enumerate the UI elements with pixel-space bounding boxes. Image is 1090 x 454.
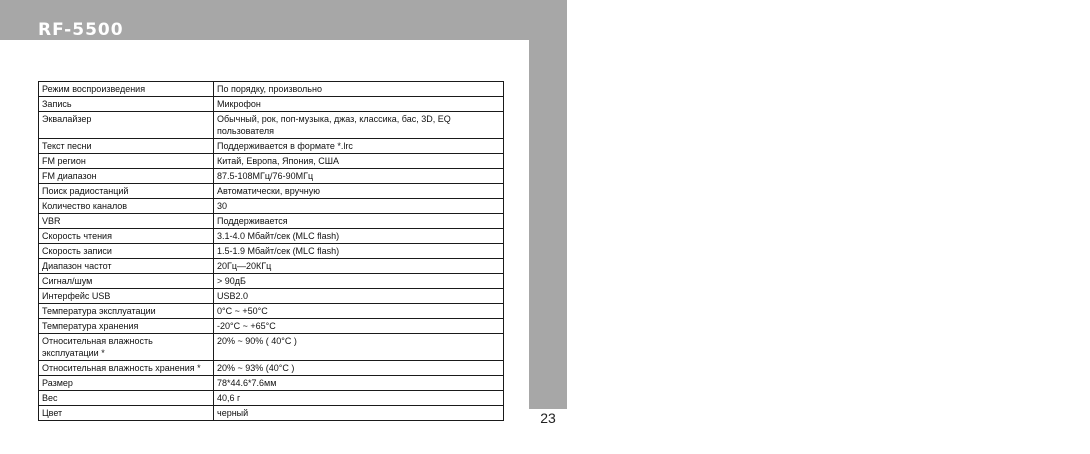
spec-value: 20% ~ 93% (40°С ) <box>214 361 504 376</box>
spec-value: Обычный, рок, поп-музыка, джаз, классика, бас, 3D, EQ пользователя <box>214 112 504 139</box>
table-row <box>39 139 504 154</box>
table-row <box>39 334 504 361</box>
spec-value: 87.5-108МГц/76-90МГц <box>214 169 504 184</box>
table-row <box>39 199 504 214</box>
table-row <box>39 82 504 97</box>
spec-label: FM регион <box>39 154 214 169</box>
spec-value: 3.1-4.0 Мбайт/сек (MLC flash) <box>214 229 504 244</box>
spec-label: Скорость чтения <box>39 229 214 244</box>
spec-label: Температура хранения <box>39 319 214 334</box>
spec-label: Размер <box>39 376 214 391</box>
spec-value: Автоматически, вручную <box>214 184 504 199</box>
spec-label: Сигнал/шум <box>39 274 214 289</box>
table-row <box>39 229 504 244</box>
spec-label: Относительная влажность хранения * <box>39 361 214 376</box>
table-row <box>39 154 504 169</box>
spec-label: FM диапазон <box>39 169 214 184</box>
header-bar <box>0 0 567 40</box>
table-row <box>39 112 504 139</box>
spec-value: По порядку, произвольно <box>214 82 504 97</box>
table-row <box>39 274 504 289</box>
table-row <box>39 361 504 376</box>
spec-value: 20Гц—20КГц <box>214 259 504 274</box>
table-row <box>39 169 504 184</box>
spec-label: Эквалайзер <box>39 112 214 139</box>
spec-label: Запись <box>39 97 214 112</box>
spec-label: Количество каналов <box>39 199 214 214</box>
spec-value: 20% ~ 90% ( 40°С ) <box>214 334 504 361</box>
spec-label: Диапазон частот <box>39 259 214 274</box>
spec-label: Скорость записи <box>39 244 214 259</box>
spec-label: Интерфейс USB <box>39 289 214 304</box>
spec-label: VBR <box>39 214 214 229</box>
spec-value: USB2.0 <box>214 289 504 304</box>
brand-logo: Ritmix <box>1064 224 1090 304</box>
spec-value: Микрофон <box>214 97 504 112</box>
table-row <box>39 244 504 259</box>
side-bar <box>529 40 1090 409</box>
spec-value: 0°С ~ +50°С <box>214 304 504 319</box>
spec-value: 1.5-1.9 Мбайт/сек (MLC flash) <box>214 244 504 259</box>
table-row <box>39 406 504 421</box>
table-row <box>39 184 504 199</box>
spec-label: Поиск радиостанций <box>39 184 214 199</box>
spec-value: 40,6 г <box>214 391 504 406</box>
spec-value: 30 <box>214 199 504 214</box>
spec-label: Вес <box>39 391 214 406</box>
table-row <box>39 289 504 304</box>
spec-value: -20°С ~ +65°С <box>214 319 504 334</box>
spec-value: Поддерживается <box>214 214 504 229</box>
spec-label: Температура эксплуатации <box>39 304 214 319</box>
table-row <box>39 319 504 334</box>
table-row <box>39 259 504 274</box>
spec-label: Режим воспроизведения <box>39 82 214 97</box>
table-row <box>39 97 504 112</box>
model-title: RF-5500 <box>38 20 124 40</box>
spec-table <box>38 81 504 421</box>
spec-value: черный <box>214 406 504 421</box>
table-row <box>39 214 504 229</box>
spec-value: Поддерживается в формате *.lrc <box>214 139 504 154</box>
table-row <box>39 304 504 319</box>
spec-label: Цвет <box>39 406 214 421</box>
table-row <box>39 391 504 406</box>
spec-value: > 90дБ <box>214 274 504 289</box>
spec-value: 78*44.6*7.6мм <box>214 376 504 391</box>
spec-value: Китай, Европа, Япония, США <box>214 154 504 169</box>
table-row <box>39 376 504 391</box>
page-number: 23 <box>540 410 556 426</box>
spec-label: Текст песни <box>39 139 214 154</box>
spec-label: Относительная влажность эксплуатации * <box>39 334 214 361</box>
